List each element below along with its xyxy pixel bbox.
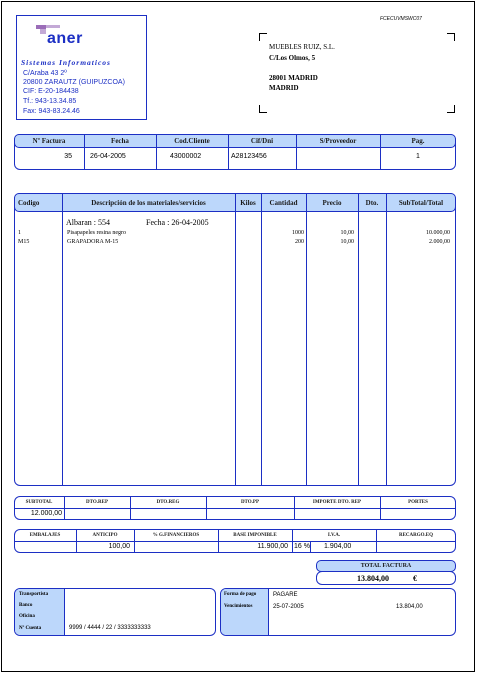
value-iva-amount: 1.904,00 xyxy=(324,543,352,550)
label-transportista: Transportista xyxy=(19,592,49,597)
company-phone: Tf.: 943-13.34.85 xyxy=(23,98,77,105)
label-vencimientos: Vencimientos xyxy=(224,604,253,609)
col-cif: Cif/Dni xyxy=(250,137,274,145)
table-row xyxy=(16,230,454,239)
col-page: Pag. xyxy=(411,137,425,145)
row-total: 10.000,00 xyxy=(426,230,450,236)
label-base-imponible: BASE IMPONIBLE xyxy=(233,532,277,538)
albaran-date: Fecha : 26-04-2005 xyxy=(146,218,209,227)
label-forma-pago: Forma de pago xyxy=(224,592,257,597)
col-invoice-number: Nº Factura xyxy=(32,137,66,145)
row-description: Pisapapeles resina negro xyxy=(67,230,126,236)
row-quantity: 200 xyxy=(295,239,304,245)
invoice-number: 35 xyxy=(64,153,72,160)
row-code: M15 xyxy=(18,239,30,245)
total-invoice-box xyxy=(316,571,456,585)
company-city: 20800 ZARAUTZ (GUIPUZCOA) xyxy=(23,79,125,86)
doc-code: FCECUVMSWC07 xyxy=(380,16,422,22)
total-invoice-value: 13.804,00 xyxy=(357,574,389,583)
invoice-date: 26-04-2005 xyxy=(90,153,126,160)
page-number: 1 xyxy=(416,153,420,160)
bank-account: 9999 / 4444 / 22 / 3333333333 xyxy=(69,625,151,631)
albaran-number: Albaran : 554 xyxy=(66,218,110,227)
col-price: Precio xyxy=(322,198,342,207)
label-subtotal: SUBTOTAL xyxy=(25,499,53,505)
customer-street: C/Los Olmos, 5 xyxy=(269,54,316,62)
col-supplier: S/Proveedor xyxy=(319,137,357,145)
company-box xyxy=(16,15,147,120)
col-date: Fecha xyxy=(111,137,129,145)
col-code: Codigo xyxy=(18,198,40,207)
col-description: Descripción de los materiales/servicios xyxy=(91,198,206,207)
company-fax: Fax: 943-83.24.46 xyxy=(23,108,80,115)
due-date: 25-07-2005 xyxy=(273,604,304,610)
company-logo-text: aner xyxy=(47,30,83,47)
value-iva-percent: 16 % xyxy=(294,543,310,550)
company-name: Sistemas Informaticos xyxy=(21,58,111,67)
total-invoice-label: TOTAL FACTURA xyxy=(316,560,456,572)
total-invoice-currency: € xyxy=(413,574,417,583)
label-iva: I.V.A. xyxy=(327,532,341,538)
customer-address-window xyxy=(259,33,455,113)
row-code: 1 xyxy=(18,230,21,236)
label-embalajes: EMBALAJES xyxy=(29,532,61,538)
client-cif: A28123456 xyxy=(231,153,267,160)
label-recargo: RECARGO.EQ xyxy=(398,532,434,538)
label-anticipo: ANTICIPO xyxy=(92,532,118,538)
value-anticipo: 100,00 xyxy=(108,543,130,550)
customer-province: MADRID xyxy=(269,84,299,92)
value-base-imponible: 11.900,00 xyxy=(257,543,288,550)
company-address: C/Araba 43 2º xyxy=(23,70,67,77)
label-portes: PORTES xyxy=(408,499,428,505)
label-dto-reg: DTO.REG xyxy=(156,499,180,505)
col-client-code: Cod.Cliente xyxy=(174,137,210,145)
customer-city: 28001 MADRID xyxy=(269,74,318,82)
row-total: 2.000,00 xyxy=(429,239,450,245)
col-kilos: Kilos xyxy=(240,198,256,207)
label-cuenta: Nº Cuenta xyxy=(19,626,42,631)
col-subtotal: SubTotal/Total xyxy=(398,198,444,207)
payment-method: PAGARE xyxy=(273,592,298,598)
company-cif: CIF: E-20-184438 xyxy=(23,88,79,95)
row-quantity: 1000 xyxy=(292,230,304,236)
client-code: 43000002 xyxy=(170,153,202,160)
value-subtotal: 12.000,00 xyxy=(30,510,62,517)
label-banco: Banco xyxy=(19,603,33,608)
due-amount: 13.804,00 xyxy=(396,604,423,610)
row-price: 10,00 xyxy=(340,239,354,245)
label-oficina: Oficina xyxy=(19,614,35,619)
label-gastos-financieros: % G.FINANCIEROS xyxy=(152,532,200,538)
label-dto-pp: DTO.PP xyxy=(240,499,260,505)
label-dto-rep: DTO.REP xyxy=(86,499,108,505)
col-quantity: Cantidad xyxy=(269,198,298,207)
col-discount: Dto. xyxy=(365,198,379,207)
table-row xyxy=(16,239,454,248)
row-price: 10,00 xyxy=(340,230,354,236)
row-description: GRAPADORA M-15 xyxy=(67,239,119,245)
label-importe-dto-rep: IMPORTE DTO. REP xyxy=(312,499,362,505)
customer-name: MUEBLES RUIZ, S.L. xyxy=(269,43,335,51)
